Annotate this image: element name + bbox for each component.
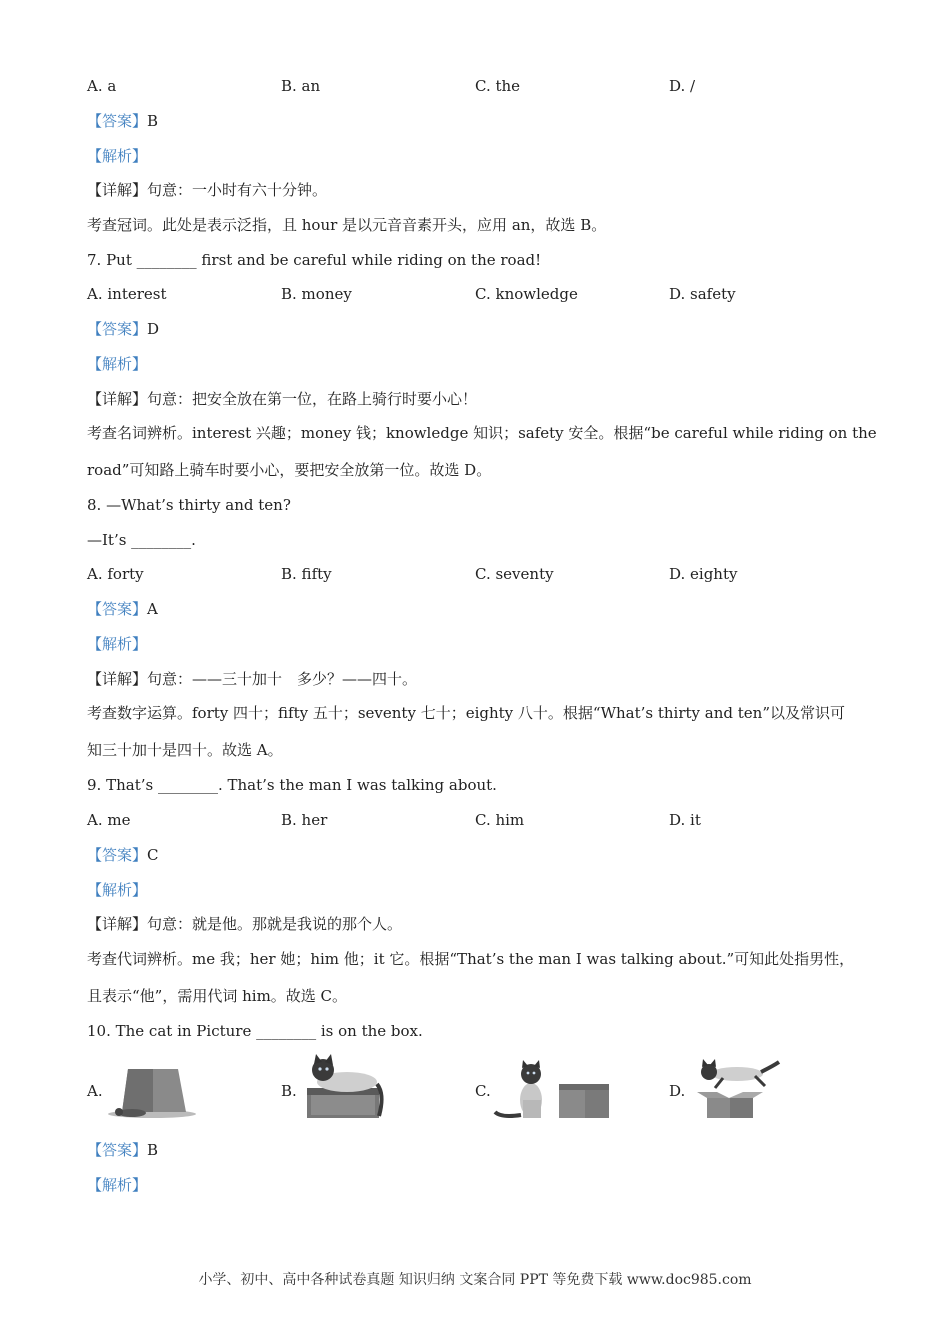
q9-option-c: C. him bbox=[475, 811, 525, 829]
q6-option-a: A. a bbox=[87, 77, 117, 95]
q10-option-c: C. bbox=[475, 1082, 491, 1100]
answer-value: D bbox=[147, 320, 160, 338]
q10-analysis-tag: 【解析】 bbox=[87, 1176, 148, 1194]
q10-option-d: D. bbox=[669, 1082, 686, 1100]
detail-text: 句意：——三十加十 多少？——四十。 bbox=[147, 670, 418, 688]
q7-option-a: A. interest bbox=[87, 285, 167, 303]
picture-c-cat-beside-box bbox=[493, 1060, 613, 1120]
q9-detail bbox=[87, 914, 402, 934]
q6-detail bbox=[87, 180, 327, 200]
detail-tag: 【详解】 bbox=[87, 181, 148, 199]
q9-explain-1: 考查代词辨析。me 我；her 她；him 他；it 它。根据“That’s the man I was talking about.”可知此处指男性， bbox=[87, 950, 855, 968]
answer-tag: 【答案】 bbox=[87, 112, 148, 130]
q6-option-c: C. the bbox=[475, 77, 521, 95]
detail-text: 句意：把安全放在第一位，在路上骑行时要小心！ bbox=[147, 390, 478, 408]
q7-option-c: C. knowledge bbox=[475, 285, 578, 303]
answer-value: B bbox=[147, 1141, 159, 1159]
q8-option-c: C. seventy bbox=[475, 565, 554, 583]
q10-option-a: A. bbox=[87, 1082, 103, 1100]
q7-explain-2: road”可知路上骑车时要小心，要把安全放第一位。故选 D。 bbox=[87, 461, 492, 479]
detail-text: 句意：一小时有六十分钟。 bbox=[147, 181, 328, 199]
answer-value: B bbox=[147, 112, 159, 130]
detail-tag: 【详解】 bbox=[87, 915, 148, 933]
q6-analysis-tag: 【解析】 bbox=[87, 147, 148, 165]
q7-option-d: D. safety bbox=[669, 285, 736, 303]
q8-option-a: A. forty bbox=[87, 565, 144, 583]
detail-tag: 【详解】 bbox=[87, 670, 148, 688]
q10-question: 10. The cat in Picture ________ is on the box. bbox=[87, 1022, 423, 1040]
q8-explain-1: 考查数字运算。forty 四十；fifty 五十；seventy 七十；eighty 八十。根据“What’s thirty and ten”以及常识可 bbox=[87, 704, 846, 722]
picture-d-cat-over-box bbox=[693, 1056, 783, 1120]
q7-analysis-tag: 【解析】 bbox=[87, 355, 148, 373]
q9-answer bbox=[87, 845, 159, 865]
q7-option-b: B. money bbox=[281, 285, 352, 303]
detail-text: 句意：就是他。那就是我说的那个人。 bbox=[147, 915, 403, 933]
q9-option-a: A. me bbox=[87, 811, 131, 829]
answer-tag: 【答案】 bbox=[87, 600, 148, 618]
q8-detail bbox=[87, 669, 417, 689]
q10-option-b: B. bbox=[281, 1082, 297, 1100]
q9-explain-2: 且表示“他”，需用代词 him。故选 C。 bbox=[87, 987, 348, 1005]
q9-option-d: D. it bbox=[669, 811, 701, 829]
answer-value: A bbox=[147, 600, 158, 618]
detail-tag: 【详解】 bbox=[87, 390, 148, 408]
q8-question-2: —It’s ________. bbox=[87, 531, 196, 549]
answer-tag: 【答案】 bbox=[87, 320, 148, 338]
q7-answer bbox=[87, 319, 159, 339]
answer-value: C bbox=[147, 846, 159, 864]
q6-explain: 考查冠词。此处是表示泛指，且 hour 是以元音音素开头，应用 an，故选 B。 bbox=[87, 216, 607, 234]
q8-analysis-tag: 【解析】 bbox=[87, 635, 148, 653]
q8-option-b: B. fifty bbox=[281, 565, 332, 583]
q7-detail bbox=[87, 389, 477, 409]
q8-option-d: D. eighty bbox=[669, 565, 738, 583]
q6-answer bbox=[87, 111, 158, 131]
q10-answer bbox=[87, 1140, 158, 1160]
q7-explain-1: 考查名词辨析。interest 兴趣；money 钱；knowledge 知识；safety 安全。根据“be careful while riding on the bbox=[87, 424, 877, 442]
q9-analysis-tag: 【解析】 bbox=[87, 881, 148, 899]
q6-option-d: D. / bbox=[669, 77, 696, 95]
answer-tag: 【答案】 bbox=[87, 1141, 148, 1159]
q8-answer bbox=[87, 599, 158, 619]
q8-question-1: 8. —What’s thirty and ten? bbox=[87, 496, 291, 514]
q8-explain-2: 知三十加十是四十。故选 A。 bbox=[87, 741, 283, 759]
picture-a-cat-under-box bbox=[106, 1066, 198, 1120]
picture-b-cat-on-box bbox=[303, 1054, 387, 1120]
answer-tag: 【答案】 bbox=[87, 846, 148, 864]
page-footer: 小学、初中、高中各种试卷真题 知识归纳 文案合同 PPT 等免费下载 www.doc985.com bbox=[198, 1272, 752, 1288]
q7-question: 7. Put ________ first and be careful while riding on the road! bbox=[87, 251, 542, 269]
q6-option-b: B. an bbox=[281, 77, 321, 95]
q9-option-b: B. her bbox=[281, 811, 328, 829]
q9-question: 9. That’s ________. That’s the man I was talking about. bbox=[87, 776, 497, 794]
